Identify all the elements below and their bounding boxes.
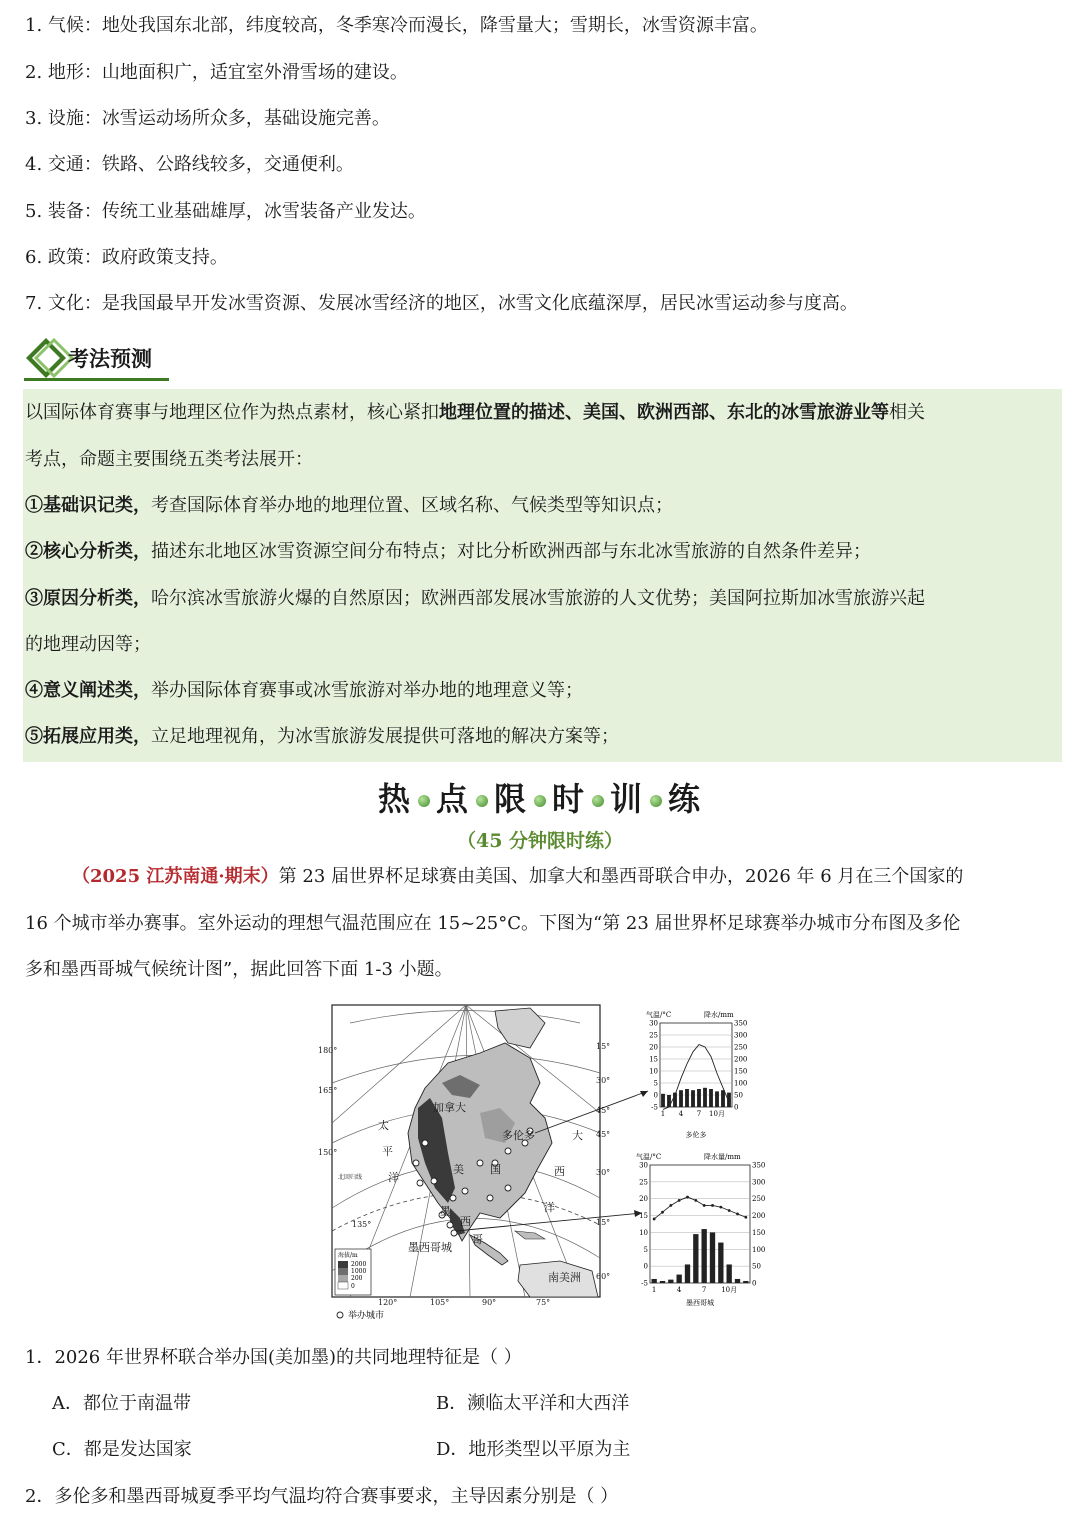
elevation-legend [335, 1249, 371, 1295]
svg-text:大: 大 [572, 1129, 583, 1142]
precip-tick-label: 250 [734, 1043, 748, 1052]
precip-bar [709, 1089, 713, 1107]
temp-point [744, 1216, 747, 1219]
training-subtitle: （45 分钟限时练） [456, 830, 624, 852]
question-stem: 1．2026 年世界杯联合举办国(美加墨)的共同地理特征是（ ） [25, 1347, 522, 1368]
precip-bar [691, 1090, 695, 1107]
svg-text:洋: 洋 [544, 1201, 555, 1214]
svg-text:举办城市: 举办城市 [348, 1311, 385, 1321]
svg-text:60°: 60° [596, 1272, 611, 1281]
svg-text:30°: 30° [596, 1076, 611, 1085]
svg-text:平: 平 [382, 1145, 393, 1158]
temp-point [653, 1218, 656, 1221]
svg-text:降水量/mm: 降水量/mm [704, 1153, 741, 1161]
svg-text:洋: 洋 [388, 1171, 399, 1184]
precip-tick-label: 50 [734, 1091, 743, 1100]
temp-point [686, 1196, 689, 1199]
condition-line: 2. 地形：山地面积广，适宜室外滑雪场的建设。 [25, 62, 408, 83]
prediction-box [23, 389, 1062, 762]
question-intro-line2: 16 个城市举办赛事。室外运动的理想气温范围应在 15~25°C。下图为“第 23 届世界杯足球赛举办城市分布图及多伦 [25, 913, 961, 934]
prediction-item: ③原因分析类，哈尔滨冰雪旅游火爆的自然原因；欧洲西部发展冰雪旅游的人文优势；美国阿拉斯加冰雪旅游兴起 [25, 588, 925, 609]
precip-tick-label: 250 [752, 1195, 766, 1204]
precip-bar [660, 1281, 665, 1283]
precip-bar [685, 1264, 690, 1283]
precip-bar [715, 1091, 719, 1107]
svg-text:0: 0 [351, 1283, 355, 1290]
svg-text:降水/mm: 降水/mm [704, 1011, 734, 1019]
svg-text:45°: 45° [596, 1106, 611, 1115]
section-header-rule [24, 378, 169, 381]
precip-tick-label: 300 [752, 1178, 766, 1187]
temp-point [736, 1212, 739, 1215]
temp-tick-label: 20 [639, 1195, 648, 1204]
prediction-intro: 以国际体育赛事与地理区位作为热点素材，核心紧扣地理位置的描述、美国、欧洲西部、东北的冰雪旅游业等相关 [25, 402, 925, 423]
precip-bar [702, 1229, 707, 1283]
precip-bar [668, 1280, 673, 1283]
month-tick-label: 10月 [709, 1110, 725, 1118]
month-tick-label: 7 [696, 1110, 702, 1118]
svg-text:15°: 15° [596, 1218, 611, 1227]
question-intro-line3: 多和墨西哥城气候统计图”，据此回答下面 1-3 小题。 [25, 959, 453, 980]
temp-point [678, 1199, 681, 1202]
condition-line: 1. 气候：地处我国东北部，纬度较高，冬季寒冷而漫长，降雪量大；雪期长，冰雪资源丰富。 [25, 15, 768, 36]
precip-bar [652, 1279, 657, 1283]
temp-tick-label: 25 [649, 1031, 658, 1040]
svg-text:200: 200 [351, 1275, 363, 1282]
svg-text:西: 西 [554, 1165, 565, 1178]
training-title: 热 点 限 时 训 练 [377, 780, 703, 818]
svg-text:75°: 75° [536, 1298, 551, 1307]
precip-tick-label: 100 [734, 1079, 748, 1088]
svg-text:太: 太 [378, 1119, 389, 1132]
svg-text:30°: 30° [596, 1168, 611, 1177]
svg-text:国: 国 [490, 1163, 501, 1176]
svg-text:105°: 105° [430, 1298, 450, 1307]
answer-option-d[interactable]: D．地形类型以平原为主 [436, 1439, 631, 1460]
month-tick-label: 10月 [721, 1286, 738, 1294]
condition-line: 6. 政策：政府政策支持。 [25, 247, 228, 268]
precip-tick-label: 350 [752, 1161, 766, 1170]
month-tick-label: 4 [676, 1286, 682, 1294]
precip-bar [697, 1089, 701, 1107]
prediction-item-continued: 的地理动因等； [25, 634, 151, 655]
svg-text:180°: 180° [318, 1046, 338, 1055]
temp-point [661, 1211, 664, 1214]
precip-bar [679, 1090, 683, 1107]
precip-bar [718, 1243, 723, 1283]
svg-text:气温/°C: 气温/°C [646, 1011, 672, 1019]
svg-text:135°: 135° [352, 1220, 372, 1229]
svg-text:165°: 165° [318, 1086, 338, 1095]
prediction-item: ②核心分析类，描述东北地区冰雪资源空间分布特点；对比分析欧洲西部与东北冰雪旅游的自然条件差异； [25, 541, 871, 562]
temp-tick-label: 5 [653, 1079, 658, 1088]
month-tick-label: 1 [651, 1286, 657, 1294]
precip-tick-label: 150 [752, 1228, 766, 1237]
temp-tick-label: 0 [653, 1091, 658, 1100]
prediction-item: ⑤拓展应用类，立足地理视角，为冰雪旅游发展提供可落地的解决方案等； [25, 726, 619, 747]
svg-text:墨西哥城: 墨西哥城 [686, 1299, 714, 1307]
precip-bar [677, 1275, 682, 1283]
month-tick-label: 7 [701, 1286, 707, 1294]
temp-tick-label: 20 [649, 1043, 658, 1052]
temp-point [669, 1204, 672, 1207]
temp-tick-label: -5 [651, 1103, 658, 1112]
temp-tick-label: 30 [649, 1019, 658, 1028]
precip-bar [661, 1094, 665, 1107]
question-stem: 2．多伦多和墨西哥城夏季平均气温均符合赛事要求，主导因素分别是（ ） [25, 1486, 619, 1507]
precip-bar [743, 1281, 748, 1283]
condition-line: 7. 文化：是我国最早开发冰雪资源、发展冰雪经济的地区，冰雪文化底蕴深厚，居民冰雪运动参与度高。 [25, 293, 858, 314]
svg-text:哥: 哥 [472, 1233, 483, 1246]
precip-tick-label: 0 [734, 1103, 739, 1112]
svg-text:120°: 120° [378, 1298, 398, 1307]
precip-bar [710, 1232, 715, 1283]
svg-text:气温/°C: 气温/°C [636, 1153, 662, 1161]
svg-text:多伦多: 多伦多 [685, 1131, 707, 1139]
svg-text:1000: 1000 [351, 1268, 367, 1275]
temp-tick-label: 10 [639, 1228, 648, 1237]
temp-point [728, 1209, 731, 1212]
precip-tick-label: 200 [752, 1212, 766, 1221]
svg-text:美: 美 [453, 1163, 464, 1176]
temp-point [719, 1206, 722, 1209]
svg-text:北回归线: 北回归线 [338, 1174, 363, 1181]
svg-text:南美洲: 南美洲 [548, 1271, 581, 1284]
condition-line: 4. 交通：铁路、公路线较多，交通便利。 [25, 154, 354, 175]
precip-tick-label: 100 [752, 1245, 766, 1254]
precip-tick-label: 350 [734, 1019, 748, 1028]
month-tick-label: 1 [660, 1110, 666, 1118]
prediction-item: ①基础识记类，考查国际体育举办地的地理位置、区域名称、气候类型等知识点； [25, 495, 673, 516]
month-tick-label: 4 [678, 1110, 684, 1118]
temp-tick-label: 10 [649, 1067, 658, 1076]
temp-tick-label: 15 [639, 1212, 648, 1221]
answer-option-a[interactable]: A．都位于南温带 [52, 1393, 191, 1414]
svg-text:15°: 15° [596, 1042, 611, 1051]
question-intro-line1: （2025 江苏南通·期末）第 23 届世界杯足球赛由美国、加拿大和墨西哥联合申办，2026 年 6 月在三个国家的 [72, 866, 964, 887]
precip-bar [727, 1264, 732, 1283]
temp-tick-label: 25 [639, 1178, 648, 1187]
svg-text:墨西哥城: 墨西哥城 [408, 1241, 452, 1254]
svg-text:2000: 2000 [351, 1261, 367, 1268]
world-cup-figure [318, 1003, 780, 1325]
temp-point [694, 1199, 697, 1202]
temp-point [711, 1204, 714, 1207]
precip-bar [703, 1088, 707, 1107]
temp-tick-label: 0 [643, 1262, 648, 1271]
temp-tick-label: 5 [643, 1245, 648, 1254]
svg-text:多伦多: 多伦多 [502, 1129, 535, 1142]
condition-line: 5. 装备：传统工业基础雄厚，冰雪装备产业发达。 [25, 201, 426, 222]
answer-option-c[interactable]: C．都是发达国家 [52, 1439, 192, 1460]
answer-option-b[interactable]: B．濒临太平洋和大西洋 [436, 1393, 630, 1414]
svg-text:海拔/m: 海拔/m [338, 1252, 358, 1259]
precip-bar [721, 1090, 725, 1107]
precip-bar [693, 1234, 698, 1283]
prediction-item: ④意义阐述类，举办国际体育赛事或冰雪旅游对举办地的地理意义等； [25, 680, 583, 701]
svg-text:90°: 90° [482, 1298, 497, 1307]
precip-tick-label: 50 [752, 1262, 761, 1271]
temp-tick-label: 15 [649, 1055, 658, 1064]
svg-text:墨: 墨 [440, 1205, 451, 1218]
condition-line: 3. 设施：冰雪运动场所众多，基础设施完善。 [25, 108, 390, 129]
precip-tick-label: 200 [734, 1055, 748, 1064]
precip-tick-label: 300 [734, 1031, 748, 1040]
toronto-climate-chart [646, 1010, 747, 1139]
section-header-title: 考法预测 [68, 347, 152, 371]
svg-text:150°: 150° [318, 1148, 338, 1157]
precip-bar [685, 1089, 689, 1107]
mexico-city-climate-chart [636, 1152, 765, 1307]
precip-tick-label: 0 [752, 1279, 757, 1288]
temp-tick-label: -5 [641, 1279, 648, 1288]
svg-text:西: 西 [460, 1215, 471, 1228]
temp-point [703, 1204, 706, 1207]
svg-text:45°: 45° [596, 1130, 611, 1139]
prediction-intro-line2: 考点，命题主要围绕五类考法展开： [25, 449, 313, 470]
svg-text:加拿大: 加拿大 [433, 1101, 466, 1114]
temp-tick-label: 30 [639, 1161, 648, 1170]
precip-bar [735, 1279, 740, 1283]
precip-tick-label: 150 [734, 1067, 748, 1076]
